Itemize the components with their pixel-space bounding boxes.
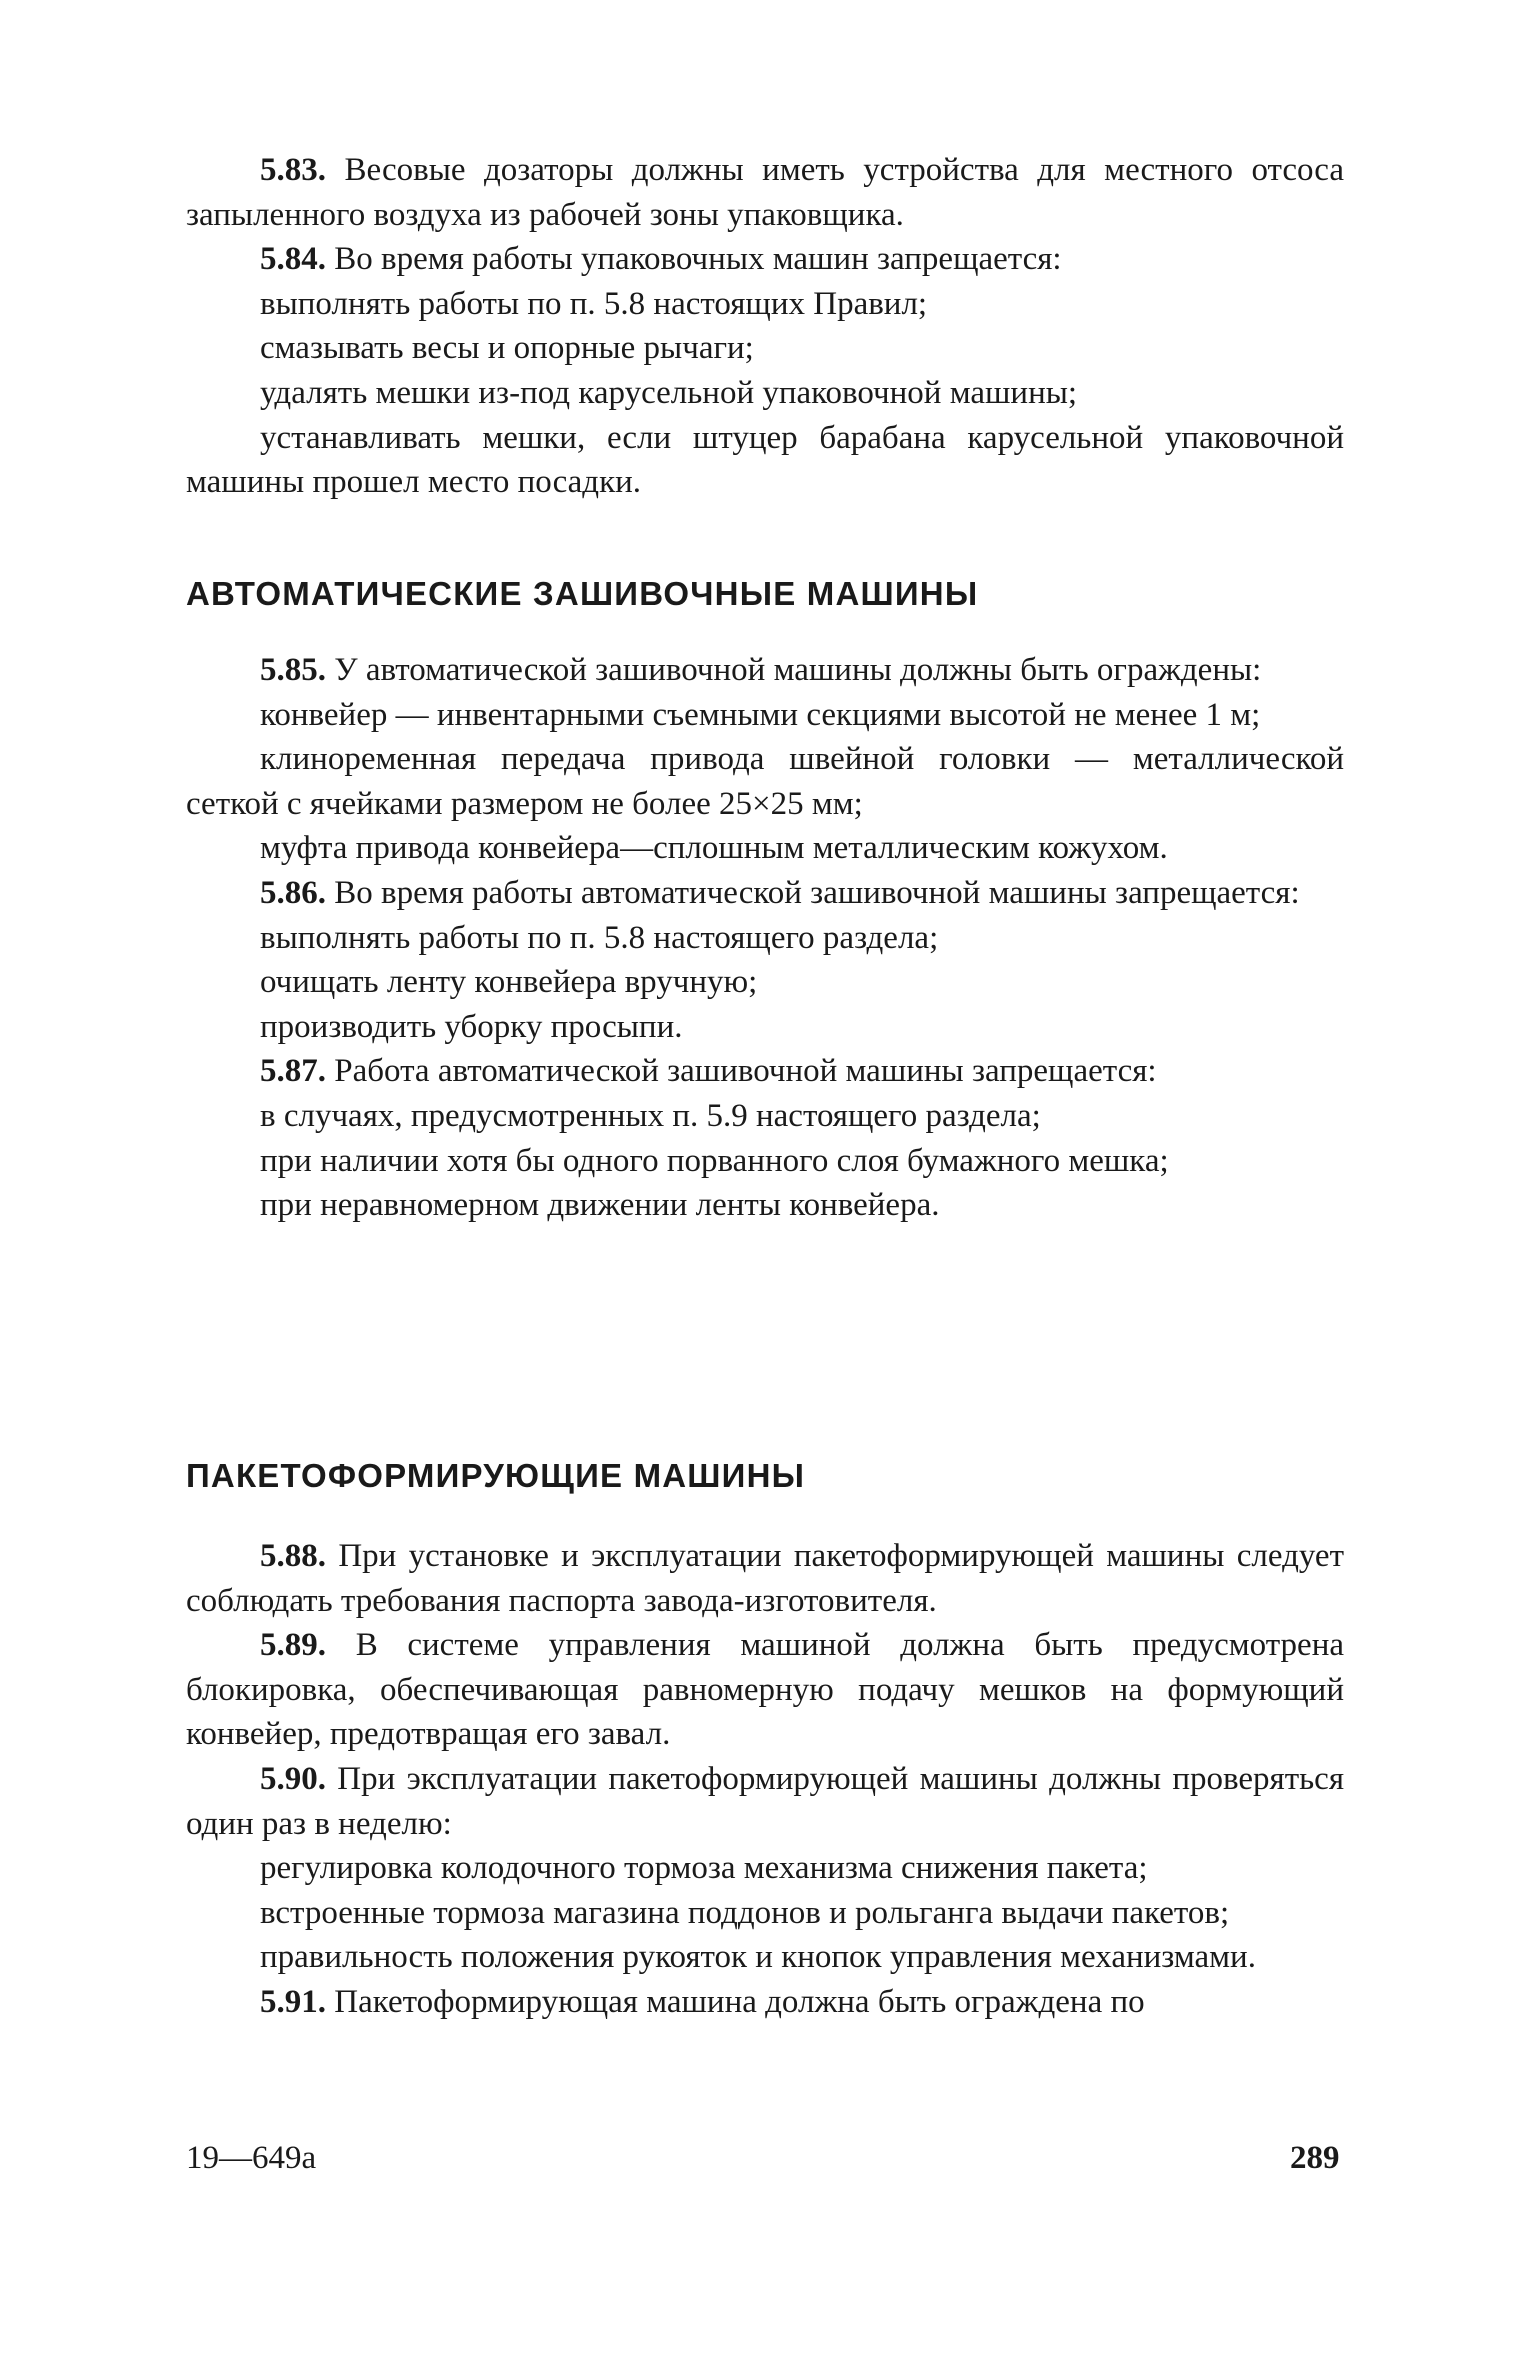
printer-signature: 19—649а xyxy=(186,2140,317,2176)
list-item: при неравномерном движении ленты конвейера. xyxy=(260,1187,940,1224)
paragraph-number: 5.90. xyxy=(260,1760,326,1797)
list-item: выполнять работы по п. 5.8 настоящего раздела; xyxy=(260,919,939,956)
paragraph-number: 5.86. xyxy=(260,874,326,911)
paragraph-text: В системе управления машиной должна быть предусмотрена блокировка, обеспечивающая равномерную подачу мешков на формующий конвейер, предотвращая его завал. xyxy=(186,1627,1344,1753)
list-item: производить уборку просыпи. xyxy=(260,1008,683,1045)
list-item: правильность положения рукояток и кнопок управления механизмами. xyxy=(260,1939,1256,1976)
paragraph-5-85 xyxy=(186,648,1344,693)
section-auto-sewing xyxy=(186,648,1344,1228)
paragraph-5-88 xyxy=(186,1534,1344,1623)
paragraph-5-89 xyxy=(186,1623,1344,1757)
paragraph-number: 5.84. xyxy=(260,241,326,278)
list-item: смазывать весы и опорные рычаги; xyxy=(260,330,754,367)
paragraph-text: Во время работы автоматической зашивочной машины запрещается: xyxy=(334,874,1300,911)
paragraph-5-90 xyxy=(186,1757,1344,1846)
list-item: очищать ленту конвейера вручную; xyxy=(260,964,758,1001)
section-packet-forming xyxy=(186,1534,1344,2025)
section-heading-auto-sewing: АВТОМАТИЧЕСКИЕ ЗАШИВОЧНЫЕ МАШИНЫ xyxy=(186,575,979,612)
paragraph-number: 5.89. xyxy=(260,1627,326,1664)
list-item: регулировка колодочного тормоза механизма снижения пакета; xyxy=(260,1850,1148,1887)
paragraph-number: 5.85. xyxy=(260,652,326,688)
list-item: встроенные тормоза магазина поддонов и рольганга выдачи пакетов; xyxy=(260,1894,1230,1931)
paragraph-5-87 xyxy=(186,1049,1344,1094)
paragraph-text: Во время работы упаковочных машин запрещается: xyxy=(334,241,1062,278)
paragraph-number: 5.83. xyxy=(260,152,326,188)
paragraph-5-84 xyxy=(186,237,1344,282)
list-item: муфта привода конвейера—сплошным металлическим кожухом. xyxy=(260,830,1168,867)
list-item: устанавливать мешки, если штуцер барабана карусельной упаковочной машины прошел место посадки. xyxy=(186,419,1344,501)
paragraph-text: Пакетоформирующая машина должна быть ограждена по xyxy=(334,1983,1145,2020)
paragraph-5-86 xyxy=(186,871,1344,916)
section-heading-packet-forming: ПАКЕТОФОРМИРУЮЩИЕ МАШИНЫ xyxy=(186,1457,806,1494)
paragraph-text: Работа автоматической зашивочной машины запрещается: xyxy=(334,1053,1157,1090)
paragraph-number: 5.87. xyxy=(260,1053,326,1090)
paragraph-5-83 xyxy=(186,148,1344,237)
paragraph-text: При установке и эксплуатации пакетоформирующей машины следует соблюдать требования паспорта завода-изготовителя. xyxy=(186,1538,1344,1619)
paragraph-text: При эксплуатации пакетоформирующей машины должны проверяться один раз в неделю: xyxy=(186,1760,1345,1842)
page-number: 289 xyxy=(1290,2140,1340,2176)
paragraph-number: 5.91. xyxy=(260,1983,326,2020)
list-item: при наличии хотя бы одного порванного слоя бумажного мешка; xyxy=(260,1142,1169,1179)
paragraph-number: 5.88. xyxy=(260,1538,326,1574)
paragraph-text: У автоматической зашивочной машины должны быть ограждены: xyxy=(334,652,1262,688)
list-item: выполнять работы по п. 5.8 настоящих Правил; xyxy=(260,285,928,322)
paragraph-5-91 xyxy=(186,1980,1344,2025)
section-intro xyxy=(186,148,1344,505)
list-item: конвейер — инвентарными съемными секциями высотой не менее 1 м; xyxy=(260,696,1261,733)
list-item: удалять мешки из-под карусельной упаковочной машины; xyxy=(260,374,1078,411)
list-item: клиноременная передача привода швейной головки — металлической сеткой с ячейками размером не более 25×25 мм; xyxy=(186,741,1344,822)
paragraph-text: Весовые дозаторы должны иметь устройства для местного отсоса запыленного воздуха из рабочей зоны упаковщика. xyxy=(186,152,1345,233)
list-item: в случаях, предусмотренных п. 5.9 настоящего раздела; xyxy=(260,1097,1041,1134)
